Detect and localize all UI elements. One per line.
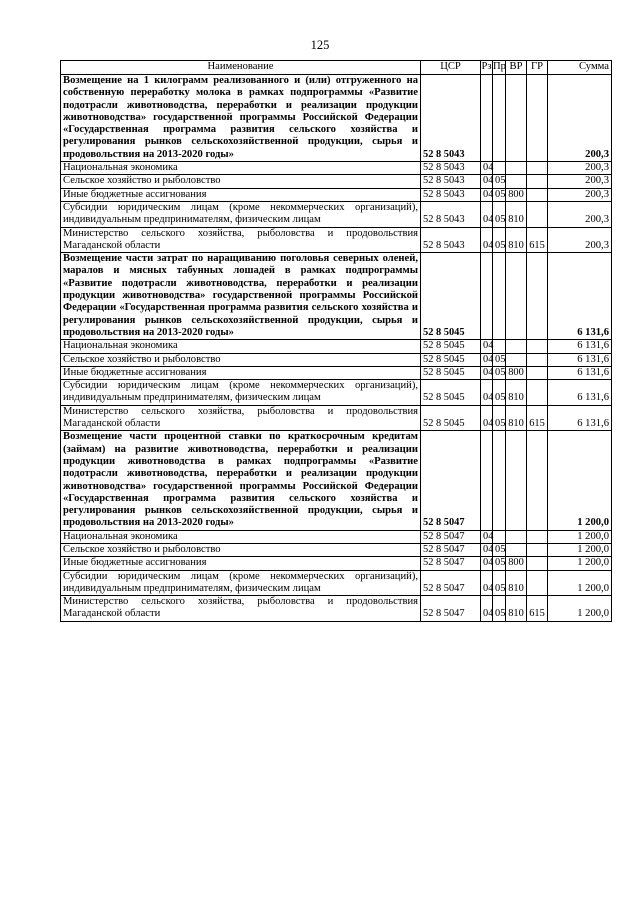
cell-csr: 52 8 5045 xyxy=(421,380,481,406)
cell-name: Министерство сельского хозяйства, рыболовства и продовольствия Магаданской области xyxy=(61,227,421,253)
cell-vr xyxy=(506,543,527,556)
table-row xyxy=(61,227,612,253)
cell-rz: 04 xyxy=(481,201,493,227)
cell-vr: 800 xyxy=(506,188,527,201)
cell-rz: 04 xyxy=(481,175,493,188)
header-csr: ЦСР xyxy=(421,61,481,75)
header-gr: ГР xyxy=(527,61,548,75)
cell-sum: 200,3 xyxy=(548,188,612,201)
cell-csr: 52 8 5045 xyxy=(421,253,481,340)
cell-name: Субсидии юридическим лицам (кроме некоммерческих организаций), индивидуальным предпринимателям, физическим лицам xyxy=(61,380,421,406)
cell-gr xyxy=(527,570,548,596)
cell-pr: 05 xyxy=(493,596,506,622)
cell-vr xyxy=(506,175,527,188)
cell-gr xyxy=(527,557,548,570)
cell-vr xyxy=(506,162,527,175)
cell-csr: 52 8 5047 xyxy=(421,431,481,530)
table-row xyxy=(61,201,612,227)
cell-sum: 200,3 xyxy=(548,75,612,162)
cell-gr: 615 xyxy=(527,227,548,253)
cell-vr: 810 xyxy=(506,405,527,431)
cell-vr: 810 xyxy=(506,201,527,227)
cell-vr: 800 xyxy=(506,557,527,570)
cell-name: Национальная экономика xyxy=(61,530,421,543)
cell-rz: 04 xyxy=(481,340,493,353)
header-sum: Сумма xyxy=(548,61,612,75)
cell-name: Субсидии юридическим лицам (кроме некоммерческих организаций), индивидуальным предпринимателям, физическим лицам xyxy=(61,201,421,227)
table-row xyxy=(61,188,612,201)
cell-vr xyxy=(506,340,527,353)
cell-pr: 05 xyxy=(493,175,506,188)
cell-pr xyxy=(493,162,506,175)
cell-pr: 05 xyxy=(493,543,506,556)
cell-gr xyxy=(527,175,548,188)
cell-pr xyxy=(493,253,506,340)
cell-sum: 1 200,0 xyxy=(548,431,612,530)
cell-sum: 200,3 xyxy=(548,201,612,227)
cell-name: Министерство сельского хозяйства, рыболовства и продовольствия Магаданской области xyxy=(61,596,421,622)
header-pr: Пр xyxy=(493,61,506,75)
table-row xyxy=(61,353,612,366)
cell-gr xyxy=(527,431,548,530)
cell-vr xyxy=(506,530,527,543)
cell-csr: 52 8 5047 xyxy=(421,596,481,622)
cell-name: Национальная экономика xyxy=(61,162,421,175)
cell-csr: 52 8 5043 xyxy=(421,75,481,162)
cell-sum: 1 200,0 xyxy=(548,596,612,622)
cell-name: Возмещение на 1 килограмм реализованного и (или) отгруженного на собственную переработку молока в рамках подпрограммы «Развитие подотрасли животноводства, переработки и реализации продукции животноводства» государственной программы Российской Федерации «Государственная программа развития сельского хозяйства и регулирования рынков сельскохозяйственной продукции, сырья и продовольствия на 2013-2020 годы» xyxy=(61,75,421,162)
cell-pr: 05 xyxy=(493,405,506,431)
cell-gr xyxy=(527,530,548,543)
cell-pr: 05 xyxy=(493,227,506,253)
header-name: Наименование xyxy=(61,61,421,75)
table-row xyxy=(61,253,612,340)
cell-pr xyxy=(493,75,506,162)
cell-sum: 200,3 xyxy=(548,227,612,253)
cell-vr xyxy=(506,75,527,162)
cell-csr: 52 8 5043 xyxy=(421,201,481,227)
cell-name: Иные бюджетные ассигнования xyxy=(61,188,421,201)
page-number: 125 xyxy=(310,38,330,52)
cell-rz: 04 xyxy=(481,570,493,596)
cell-name: Возмещение части процентной ставки по краткосрочным кредитам (займам) на развитие животноводства, переработки и реализации продукции животноводства в рамках подпрограммы «Развитие подотрасли животноводства, переработки и реализации продукции животноводства» государственной программы Российской Федерации «Государственная программа развития сельского хозяйства и регулирования рынков сельскохозяйственной продукции, сырья и продовольствия на 2013-2020 годы» xyxy=(61,431,421,530)
cell-csr: 52 8 5045 xyxy=(421,366,481,379)
cell-name: Возмещение части затрат по наращиванию поголовья северных оленей, маралов и мясных табунных лошадей в рамках подпрограммы «Развитие подотрасли животноводства, переработки и реализации продукции животноводства» государственной программы Российской Федерации «Государственная программа развития сельского хозяйства и регулирования рынков сельскохозяйственной продукции, сырья и продовольствия на 2013-2020 годы» xyxy=(61,253,421,340)
cell-sum: 6 131,6 xyxy=(548,380,612,406)
cell-vr xyxy=(506,431,527,530)
cell-rz: 04 xyxy=(481,596,493,622)
table-row xyxy=(61,75,612,162)
table-row xyxy=(61,570,612,596)
cell-sum: 6 131,6 xyxy=(548,366,612,379)
cell-rz: 04 xyxy=(481,405,493,431)
cell-pr: 05 xyxy=(493,380,506,406)
cell-sum: 1 200,0 xyxy=(548,543,612,556)
table-row xyxy=(61,557,612,570)
cell-gr xyxy=(527,340,548,353)
cell-rz: 04 xyxy=(481,380,493,406)
cell-name: Сельское хозяйство и рыболовство xyxy=(61,175,421,188)
cell-csr: 52 8 5047 xyxy=(421,543,481,556)
cell-rz: 04 xyxy=(481,557,493,570)
header-vr: ВР xyxy=(506,61,527,75)
table-row xyxy=(61,543,612,556)
cell-gr: 615 xyxy=(527,596,548,622)
cell-sum: 1 200,0 xyxy=(548,530,612,543)
cell-pr xyxy=(493,340,506,353)
cell-csr: 52 8 5045 xyxy=(421,353,481,366)
cell-csr: 52 8 5047 xyxy=(421,570,481,596)
cell-name: Субсидии юридическим лицам (кроме некоммерческих организаций), индивидуальным предпринимателям, физическим лицам xyxy=(61,570,421,596)
table-row xyxy=(61,431,612,530)
cell-name: Национальная экономика xyxy=(61,340,421,353)
cell-gr xyxy=(527,75,548,162)
cell-name: Министерство сельского хозяйства, рыболовства и продовольствия Магаданской области xyxy=(61,405,421,431)
cell-sum: 6 131,6 xyxy=(548,253,612,340)
cell-rz: 04 xyxy=(481,162,493,175)
cell-csr: 52 8 5047 xyxy=(421,557,481,570)
cell-csr: 52 8 5043 xyxy=(421,175,481,188)
cell-name: Сельское хозяйство и рыболовство xyxy=(61,543,421,556)
cell-csr: 52 8 5043 xyxy=(421,162,481,175)
cell-vr: 810 xyxy=(506,380,527,406)
cell-csr: 52 8 5045 xyxy=(421,405,481,431)
cell-sum: 1 200,0 xyxy=(548,570,612,596)
cell-gr xyxy=(527,162,548,175)
cell-csr: 52 8 5043 xyxy=(421,227,481,253)
cell-sum: 6 131,6 xyxy=(548,405,612,431)
table-row xyxy=(61,340,612,353)
cell-rz xyxy=(481,75,493,162)
cell-sum: 6 131,6 xyxy=(548,340,612,353)
cell-sum: 1 200,0 xyxy=(548,557,612,570)
cell-csr: 52 8 5045 xyxy=(421,340,481,353)
cell-pr: 05 xyxy=(493,201,506,227)
cell-vr xyxy=(506,253,527,340)
cell-pr: 05 xyxy=(493,353,506,366)
table-row xyxy=(61,530,612,543)
cell-vr: 800 xyxy=(506,366,527,379)
cell-pr: 05 xyxy=(493,570,506,596)
cell-rz: 04 xyxy=(481,530,493,543)
table-row xyxy=(61,380,612,406)
table-header-row xyxy=(61,61,612,75)
cell-pr xyxy=(493,530,506,543)
cell-gr xyxy=(527,253,548,340)
cell-rz: 04 xyxy=(481,543,493,556)
cell-sum: 200,3 xyxy=(548,162,612,175)
cell-pr: 05 xyxy=(493,188,506,201)
cell-pr xyxy=(493,431,506,530)
table-row xyxy=(61,366,612,379)
table-row xyxy=(61,405,612,431)
cell-pr: 05 xyxy=(493,366,506,379)
cell-pr: 05 xyxy=(493,557,506,570)
table-row xyxy=(61,596,612,622)
cell-rz xyxy=(481,431,493,530)
cell-name: Сельское хозяйство и рыболовство xyxy=(61,353,421,366)
cell-gr xyxy=(527,380,548,406)
cell-rz: 04 xyxy=(481,227,493,253)
table-body xyxy=(61,75,612,622)
cell-rz: 04 xyxy=(481,353,493,366)
cell-vr xyxy=(506,353,527,366)
cell-gr xyxy=(527,353,548,366)
cell-vr: 810 xyxy=(506,570,527,596)
cell-rz: 04 xyxy=(481,188,493,201)
cell-sum: 6 131,6 xyxy=(548,353,612,366)
cell-rz xyxy=(481,253,493,340)
table-row xyxy=(61,162,612,175)
cell-gr xyxy=(527,543,548,556)
cell-vr: 810 xyxy=(506,227,527,253)
cell-csr: 52 8 5043 xyxy=(421,188,481,201)
cell-gr xyxy=(527,366,548,379)
cell-name: Иные бюджетные ассигнования xyxy=(61,366,421,379)
table-row xyxy=(61,175,612,188)
budget-table xyxy=(60,60,612,622)
cell-rz: 04 xyxy=(481,366,493,379)
cell-gr xyxy=(527,188,548,201)
cell-gr: 615 xyxy=(527,405,548,431)
cell-vr: 810 xyxy=(506,596,527,622)
header-rz: Рз xyxy=(481,61,493,75)
cell-name: Иные бюджетные ассигнования xyxy=(61,557,421,570)
cell-gr xyxy=(527,201,548,227)
cell-sum: 200,3 xyxy=(548,175,612,188)
cell-csr: 52 8 5047 xyxy=(421,530,481,543)
